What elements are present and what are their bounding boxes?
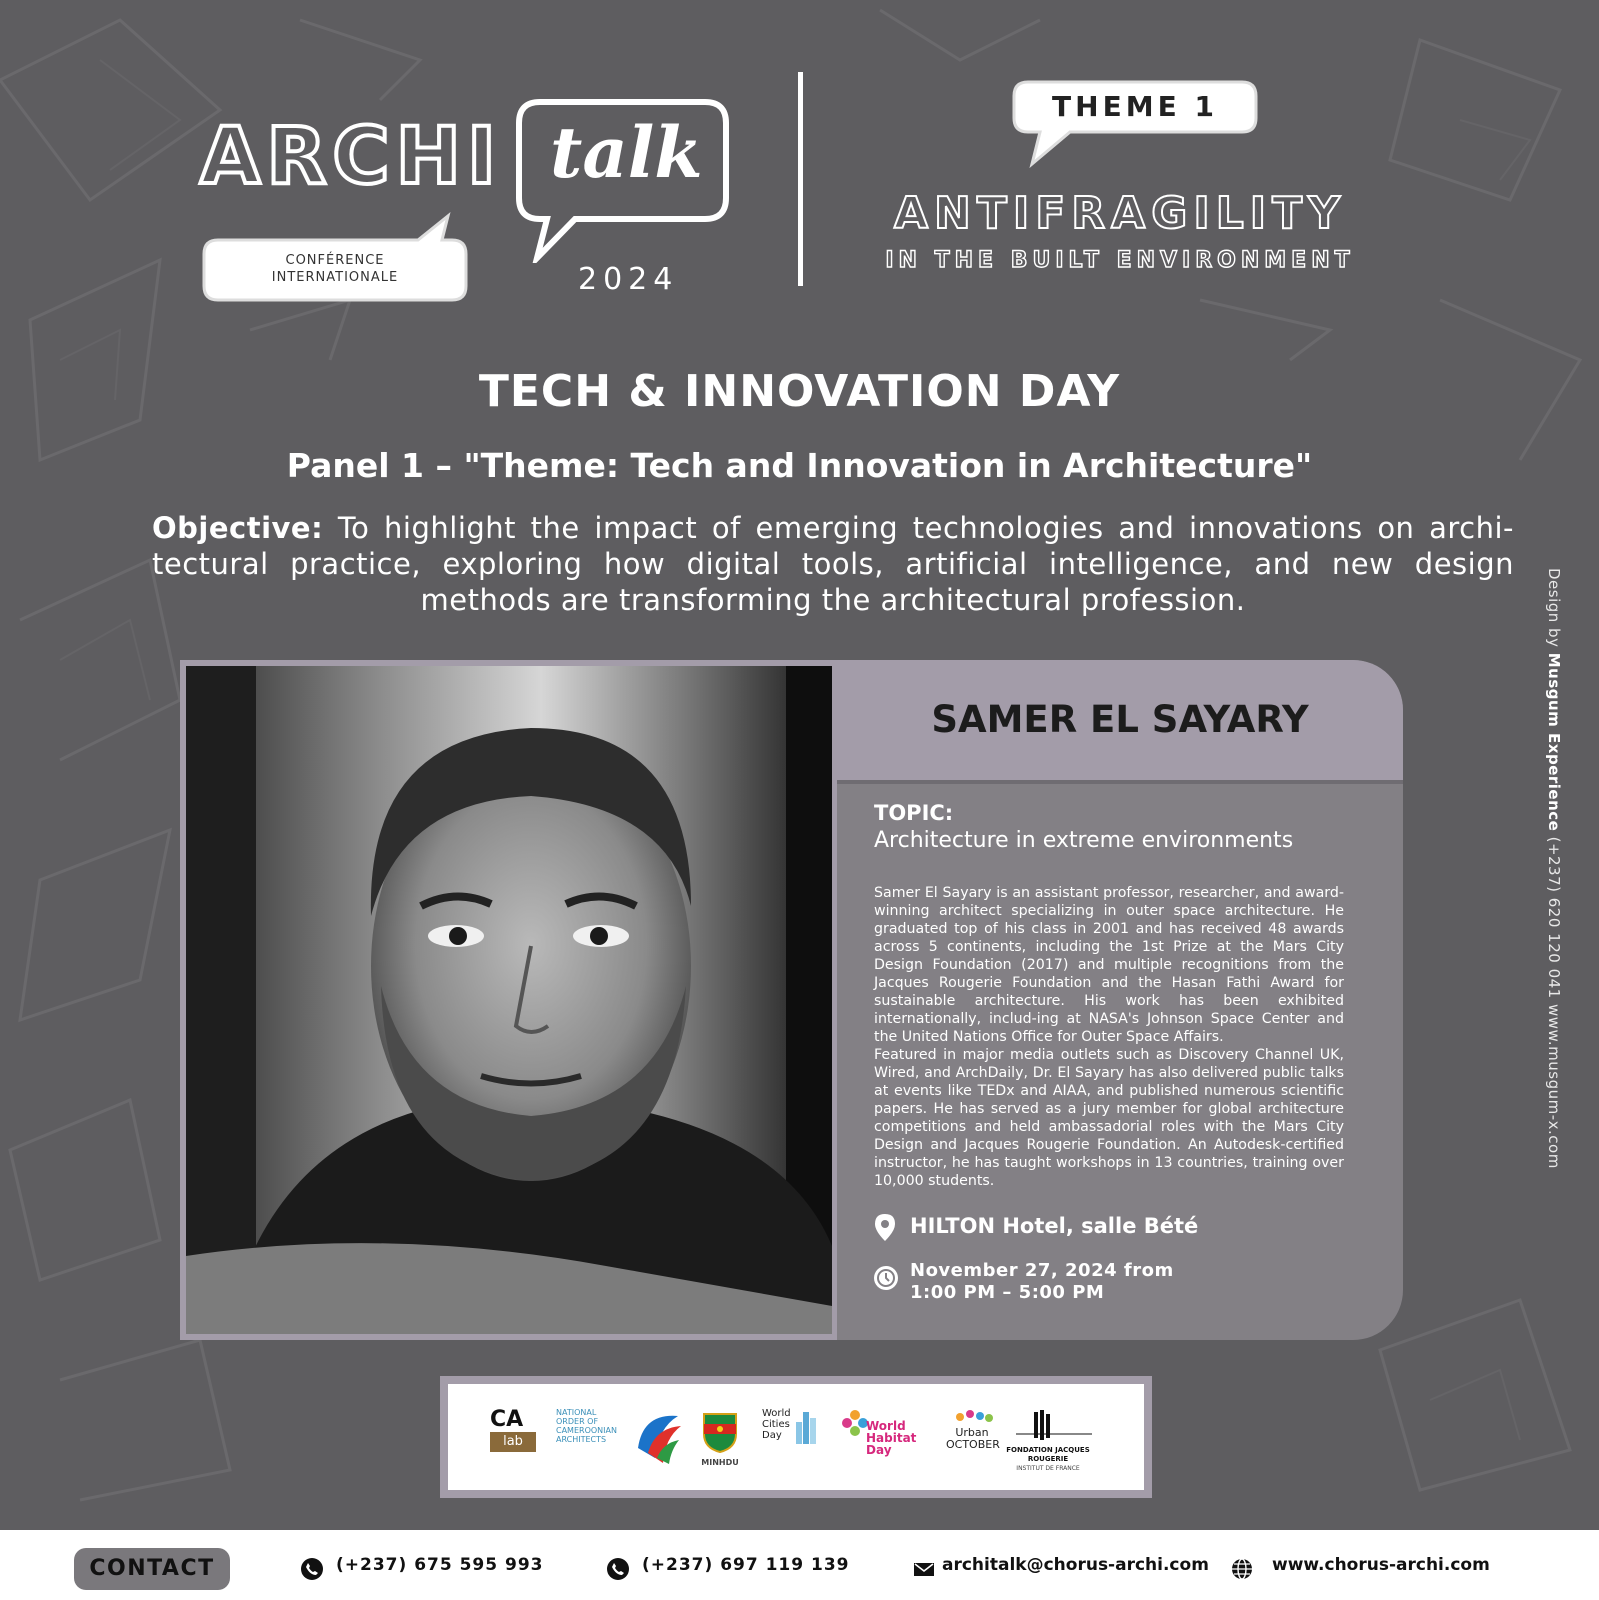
panel-title: Panel 1 – "Theme: Tech and Innovation in Architecture" [286,446,1313,485]
topic-value: Architecture in extreme environments [874,828,1294,853]
speaker-name: SAMER EL SAYARY [931,698,1309,741]
ca-lab-bottom: lab [490,1432,536,1452]
credit-prefix: Design by [1545,568,1563,653]
contact-button[interactable]: CONTACT [74,1548,230,1590]
email-icon [912,1557,936,1581]
phone-icon [606,1557,630,1581]
header-divider [798,72,803,286]
minhdu-logo [698,1408,742,1466]
event-time: 1:00 PM – 5:00 PM [910,1282,1105,1303]
card-divider [837,780,1403,784]
speaker-card [837,660,1403,1340]
event-datetime [910,1260,1174,1304]
archi-logo-text: ARCHI [200,112,502,202]
theme-label: THEME 1 [1052,90,1218,123]
urban-october-dots-icon [954,1409,994,1423]
fondation-subtext: INSTITUT DE FRANCE [1016,1465,1080,1472]
urban-october-logo [946,1408,1002,1466]
objective-text: To highlight the impact of emerging technologies and innovations on archi-tectural practice, exploring how digital tools, artificial intelligence, and new design methods are transforming the architectural profession. [152,511,1514,617]
event-date: November 27, 2024 from [910,1260,1174,1281]
conference-line2: INTERNATIONALE [271,270,399,285]
design-credit [1537,568,1563,1169]
flag-swoosh-logo [633,1408,683,1466]
world-cities-day-logo [762,1408,818,1466]
world-cities-day-text: World Cities Day [762,1408,791,1441]
sponsors-strip [448,1384,1144,1490]
event-location: HILTON Hotel, salle Bété [910,1214,1199,1238]
globe-icon [1230,1557,1254,1581]
speaker-portrait [186,666,832,1334]
talk-logo-text: talk [550,111,703,194]
theme-title: ANTIFRAGILITY [893,188,1347,239]
world-habitat-day-logo [840,1408,920,1466]
location-pin-icon [873,1213,897,1243]
contact-footer [0,1530,1599,1600]
minhdu-crest-icon [698,1408,742,1454]
urban-october-text: Urban OCTOBER [946,1426,1000,1451]
fondation-emblem-icon [996,1408,1100,1442]
credit-details: (+237) 620 120 041 www.musgum-x.com [1545,831,1563,1169]
ca-lab-logo [490,1408,536,1466]
speaker-bio [874,884,1344,1190]
onac-text: NATIONAL ORDER OF CAMEROONIAN ARCHITECTS [556,1408,617,1444]
onac-logo [556,1408,616,1466]
fondation-text: FONDATION JACQUES ROUGERIE [1006,1446,1090,1463]
topic-label: TOPIC: [874,801,954,825]
bio-paragraph-1: Samer El Sayary is an assistant professor, researcher, and award-winning architect specializing in outer space architecture. He graduated top of his class in 2001 and has received 48 awards across 5 continents, including the 1st Prize at the Mars City Design Foundation (2017) and multiple recognitions from the Jacques Rougerie Foundation and the Hasan Fathi Award for sustainable architecture. His work has been exhibited internationally, includ-ing at NASA's Johnson Space Center and the United Nations Office for Outer Space Affairs. [874,885,1344,1045]
minhdu-text: MINHDU [701,1458,739,1467]
email-link[interactable]: architalk@chorus-archi.com [942,1555,1209,1575]
world-habitat-day-text: World Habitat Day [866,1419,917,1457]
ca-lab-top: CA [490,1407,524,1432]
objective-paragraph [152,510,1514,618]
phone-number-2[interactable]: (+237) 697 119 139 [642,1555,850,1575]
conference-line1: CONFÉRENCE [285,253,385,268]
fondation-jacques-rougerie-logo [996,1408,1100,1472]
clock-icon [873,1265,899,1291]
day-title: TECH & INNOVATION DAY [478,366,1121,417]
city-skyline-icon [794,1408,818,1444]
bio-paragraph-2: Featured in major media outlets such as Discovery Channel UK, Wired, and ArchDaily, Dr. El Sayary has also delivered public talks at events like TEDx and AIAA, and published numerous scientific papers. He has served as a jury member for global architecture competitions and held ambassadorial roles with the Mars City Design and Jacques Rougerie Foundation. An Autodesk-certified instructor, he has taught workshops in 13 countries, training over 10,000 students. [874,1047,1344,1189]
speaker-card-header [837,660,1403,780]
credit-designer: Musgum Experience [1545,652,1563,832]
theme-subtitle: IN THE BUILT ENVIRONMENT [885,248,1355,273]
phone-icon [300,1557,324,1581]
year-label: 2024 [578,262,679,297]
website-link[interactable]: www.chorus-archi.com [1272,1555,1490,1575]
conference-label [205,252,465,286]
objective-label: Objective: [152,511,324,545]
phone-number-1[interactable]: (+237) 675 595 993 [336,1555,544,1575]
